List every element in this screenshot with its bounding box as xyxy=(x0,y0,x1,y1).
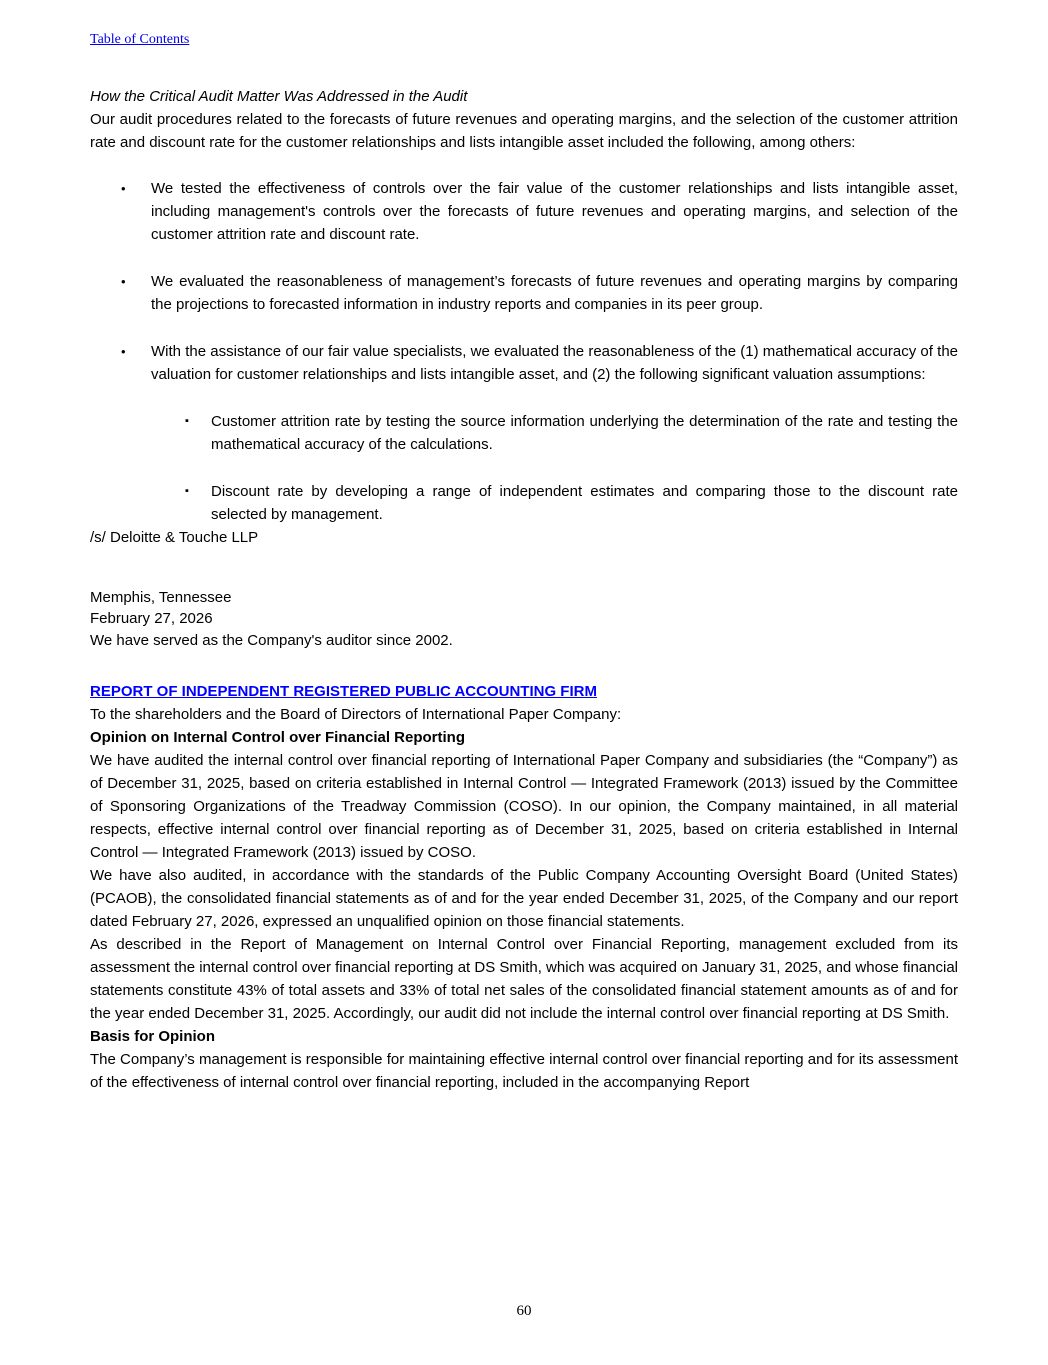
opinion-paragraph-1: We have audited the internal control over financial reporting of International Paper Company and subsidiaries (the “Company”) as of December 31, 2025, based on criteria established in Internal Control — Integrated Framework (2013) issued by the Committee of Sponsoring Organizations of the Treadway Commission (COSO). In our opinion, the Company maintained, in all material respects, effective internal control over financial reporting as of December 31, 2025, based on criteria established in Internal Control — Integrated Framework (2013) issued by COSO. xyxy=(90,752,958,861)
signature-line: /s/ Deloitte & Touche LLP xyxy=(90,529,259,546)
signoff-date: February 27, 2026 xyxy=(90,610,213,627)
signoff-location: Memphis, Tennessee xyxy=(90,589,232,606)
sub-bullet-text: Customer attrition rate by testing the source information underlying the determination of the rate and testing the mathematical accuracy of the calculations. xyxy=(211,413,958,453)
sub-bullet-item-attrition-rate xyxy=(185,410,958,456)
bullet-item-controls-testing xyxy=(121,177,958,246)
opinion-section-heading: Opinion on Internal Control over Financial Reporting xyxy=(90,729,466,746)
page-number: 60 xyxy=(516,1303,532,1319)
basis-section-heading: Basis for Opinion xyxy=(90,1028,216,1045)
addressee-line: To the shareholders and the Board of Directors of International Paper Company: xyxy=(90,706,622,723)
toc-row xyxy=(90,30,958,48)
report-heading-link[interactable]: REPORT OF INDEPENDENT REGISTERED PUBLIC ACCOUNTING FIRM xyxy=(90,683,597,700)
bullet-icon: • xyxy=(121,274,126,289)
auditor-tenure-line: We have served as the Company's auditor since 2002. xyxy=(90,632,453,649)
opinion-paragraph-3: As described in the Report of Management on Internal Control over Financial Reporting, management excluded from its assessment the internal control over financial reporting at DS Smith, which was acquired on January 31, 2025, and whose financial statements constitute 43% of total assets and 33% of total net sales of the consolidated financial statement amounts as of and for the year ended December 31, 2025. Accordingly, our audit did not include the internal control over financial reporting at DS Smith. xyxy=(90,936,958,1022)
intro-paragraph: Our audit procedures related to the forecasts of future revenues and operating margins, and the selection of the customer attrition rate and discount rate for the customer relationships and lists intangible asset included the following, among others: xyxy=(90,111,958,151)
bullet-item-fair-value-specialists xyxy=(121,340,958,386)
bullet-item-forecast-reasonableness xyxy=(121,270,958,316)
square-bullet-icon: ▪ xyxy=(185,485,189,497)
bullet-text: We evaluated the reasonableness of management’s forecasts of future revenues and operating margins by comparing the projections to forecasted information in industry reports and companies in its peer group. xyxy=(151,273,958,313)
bullet-text: We tested the effectiveness of controls over the fair value of the customer relationships and lists intangible asset, including management's controls over the forecasts of future revenues and operating margins, and selection of the customer attrition rate and discount rate. xyxy=(151,180,958,243)
opinion-paragraph-2: We have also audited, in accordance with the standards of the Public Company Accounting Oversight Board (United States) (PCAOB), the consolidated financial statements as of and for the year ended December 31, 2025, of the Company and our report dated February 27, 2026, expressed an unqualified opinion on those financial statements. xyxy=(90,867,958,930)
critical-audit-matter-heading: How the Critical Audit Matter Was Addressed in the Audit xyxy=(90,88,468,105)
bullet-text: With the assistance of our fair value specialists, we evaluated the reasonableness of the (1) mathematical accuracy of the valuation for customer relationships and lists intangible asset, and (2) the following significant valuation assumptions: xyxy=(151,343,958,383)
bullet-icon: • xyxy=(121,344,126,359)
square-bullet-icon: ▪ xyxy=(185,415,189,427)
signoff-block xyxy=(90,587,958,629)
sub-bullet-text: Discount rate by developing a range of independent estimates and comparing those to the discount rate selected by management. xyxy=(211,483,958,523)
bullet-icon: • xyxy=(121,181,126,196)
sub-bullet-item-discount-rate xyxy=(185,480,958,526)
table-of-contents-link[interactable]: Table of Contents xyxy=(90,32,190,47)
basis-paragraph: The Company’s management is responsible for maintaining effective internal control over financial reporting and for its assessment of the effectiveness of internal control over financial reporting, included in the accompanying Report xyxy=(90,1051,958,1091)
